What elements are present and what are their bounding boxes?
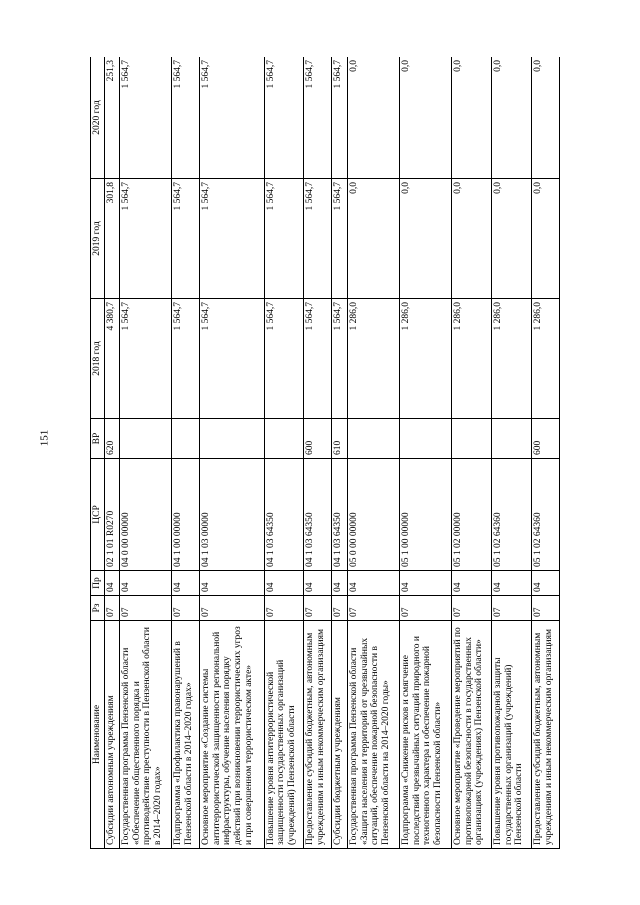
cell-vr — [120, 419, 172, 459]
cell-2020: 1 564,7 — [172, 57, 200, 179]
cell-rz: 07 — [120, 596, 172, 621]
cell-2018: 1 564,7 — [172, 299, 200, 419]
cell-2018: 1 564,7 — [200, 299, 264, 419]
table-row — [452, 57, 492, 849]
cell-2020: 1 564,7 — [120, 57, 172, 179]
cell-csr: 04 1 03 00000 — [200, 459, 264, 571]
header-2019: 2019 год — [91, 179, 105, 299]
cell-vr — [452, 419, 492, 459]
cell-2018: 1 286,0 — [492, 299, 532, 419]
header-csr: ЦСР — [91, 459, 105, 571]
cell-2020: 0,0 — [532, 57, 560, 179]
cell-2018: 1 564,7 — [120, 299, 172, 419]
cell-vr — [172, 419, 200, 459]
table-row — [332, 57, 348, 849]
cell-csr: 04 0 00 00000 — [120, 459, 172, 571]
cell-csr: 05 1 02 64360 — [532, 459, 560, 571]
rotated-table-area — [90, 57, 560, 849]
cell-name: Субсидии бюджетным учреждениям — [332, 621, 348, 849]
cell-vr — [200, 419, 264, 459]
cell-2020: 1 564,7 — [304, 57, 332, 179]
cell-vr — [492, 419, 532, 459]
cell-2019: 1 564,7 — [332, 179, 348, 299]
cell-2019: 1 564,7 — [200, 179, 264, 299]
cell-csr: 04 1 00 00000 — [172, 459, 200, 571]
cell-2018: 4 380,7 — [104, 299, 120, 419]
table-body — [104, 57, 559, 849]
cell-name: Подпрограмма «Профилактика правонарушений в Пензенской области в 2014–2020 годах» — [172, 621, 200, 849]
cell-csr: 04 1 03 64350 — [304, 459, 332, 571]
cell-csr: 02 1 01 R0270 — [104, 459, 120, 571]
cell-vr — [264, 419, 304, 459]
header-row — [91, 57, 105, 849]
header-2018: 2018 год — [91, 299, 105, 419]
cell-pr: 04 — [200, 571, 264, 596]
cell-pr: 04 — [104, 571, 120, 596]
cell-rz: 07 — [452, 596, 492, 621]
cell-rz: 07 — [532, 596, 560, 621]
budget-table — [90, 57, 560, 849]
cell-rz: 07 — [104, 596, 120, 621]
cell-name: Предоставление субсидий бюджетным, автономным учреждениям и иным некоммерческим организациям — [532, 621, 560, 849]
cell-csr: 05 1 02 00000 — [452, 459, 492, 571]
header-rz: Рз — [91, 596, 105, 621]
table-row — [200, 57, 264, 849]
table-header — [91, 57, 105, 849]
cell-2018: 1 564,7 — [264, 299, 304, 419]
cell-vr: 620 — [104, 419, 120, 459]
table-row — [532, 57, 560, 849]
cell-2019: 0,0 — [400, 179, 452, 299]
cell-2019: 1 564,7 — [172, 179, 200, 299]
cell-name: Государственная программа Пензенской области «Защита населения и территорий от чрезвычайных ситуаций, обеспечение пожарной безопасности в Пензенской области на 2014–2020 годы» — [347, 621, 399, 849]
header-2020: 2020 год — [91, 57, 105, 179]
cell-name: Повышение уровня противопожарной защиты государственных организаций (учреждений) Пензенской области — [492, 621, 532, 849]
cell-pr: 04 — [264, 571, 304, 596]
cell-name: Повышение уровня антитеррористической защищенности государственных организаций (учреждений) Пензенской области — [264, 621, 304, 849]
cell-csr: 05 1 00 00000 — [400, 459, 452, 571]
cell-rz: 07 — [304, 596, 332, 621]
cell-pr: 04 — [304, 571, 332, 596]
cell-csr: 05 0 00 00000 — [347, 459, 399, 571]
table-rotation-frame — [90, 57, 560, 849]
cell-2018: 1 286,0 — [452, 299, 492, 419]
cell-2019: 0,0 — [452, 179, 492, 299]
table-row — [104, 57, 120, 849]
table-row — [304, 57, 332, 849]
cell-vr: 610 — [332, 419, 348, 459]
cell-2019: 0,0 — [347, 179, 399, 299]
table-row — [264, 57, 304, 849]
cell-rz: 07 — [264, 596, 304, 621]
cell-2018: 1 286,0 — [347, 299, 399, 419]
cell-2019: 0,0 — [532, 179, 560, 299]
cell-2020: 0,0 — [452, 57, 492, 179]
cell-2020: 1 564,7 — [264, 57, 304, 179]
cell-pr: 04 — [347, 571, 399, 596]
cell-2019: 301,8 — [104, 179, 120, 299]
cell-pr: 04 — [332, 571, 348, 596]
cell-csr: 05 1 02 64360 — [492, 459, 532, 571]
cell-name: Государственная программа Пензенской области «Обеспечение общественного порядка и противодействие преступности в Пензенской области в 2014–2020 годах» — [120, 621, 172, 849]
cell-pr: 04 — [532, 571, 560, 596]
cell-vr: 600 — [304, 419, 332, 459]
header-pr: Пр — [91, 571, 105, 596]
cell-2020: 0,0 — [400, 57, 452, 179]
cell-csr: 04 1 03 64350 — [264, 459, 304, 571]
cell-2018: 1 564,7 — [332, 299, 348, 419]
cell-name: Субсидии автономным учреждениям — [104, 621, 120, 849]
cell-2018: 1 564,7 — [304, 299, 332, 419]
cell-2018: 1 286,0 — [532, 299, 560, 419]
table-row — [120, 57, 172, 849]
cell-2020: 1 564,7 — [200, 57, 264, 179]
table-row — [400, 57, 452, 849]
table-row — [172, 57, 200, 849]
page-number: 151 — [38, 429, 51, 447]
cell-2020: 1 564,7 — [332, 57, 348, 179]
cell-2019: 0,0 — [492, 179, 532, 299]
cell-csr: 04 1 03 64350 — [332, 459, 348, 571]
header-vr: ВР — [91, 419, 105, 459]
cell-pr: 04 — [492, 571, 532, 596]
cell-2018: 1 286,0 — [400, 299, 452, 419]
cell-rz: 07 — [492, 596, 532, 621]
cell-rz: 07 — [332, 596, 348, 621]
cell-rz: 07 — [172, 596, 200, 621]
cell-2019: 1 564,7 — [264, 179, 304, 299]
table-row — [347, 57, 399, 849]
cell-vr: 600 — [532, 419, 560, 459]
cell-pr: 04 — [172, 571, 200, 596]
cell-name: Предоставление субсидий бюджетным, автономным учреждениям и иным некоммерческим организациям — [304, 621, 332, 849]
cell-pr: 04 — [452, 571, 492, 596]
cell-rz: 07 — [347, 596, 399, 621]
table-row — [492, 57, 532, 849]
cell-pr: 04 — [400, 571, 452, 596]
cell-vr — [347, 419, 399, 459]
cell-2020: 0,0 — [492, 57, 532, 179]
header-name: Наименование — [91, 621, 105, 849]
cell-name: Основное мероприятие «Проведение мероприятий по противопожарной безопасности в государственных организациях (учреждениях) Пензенской области» — [452, 621, 492, 849]
cell-2019: 1 564,7 — [304, 179, 332, 299]
cell-rz: 07 — [200, 596, 264, 621]
cell-name: Подпрограмма «Снижение рисков и смягчение последствий чрезвычайных ситуаций природного и техногенного характера и обеспечение пожарной безопасности Пензенской области» — [400, 621, 452, 849]
cell-2019: 1 564,7 — [120, 179, 172, 299]
cell-vr — [400, 419, 452, 459]
cell-name: Основное мероприятие «Создание системы антитеррористической защищенности региональной инфраструктуры, обучение населения порядку действий при возникновении террористических угроз и при совершенном террористическом акте» — [200, 621, 264, 849]
cell-pr: 04 — [120, 571, 172, 596]
cell-2020: 0,0 — [347, 57, 399, 179]
cell-rz: 07 — [400, 596, 452, 621]
cell-2020: 251,3 — [104, 57, 120, 179]
